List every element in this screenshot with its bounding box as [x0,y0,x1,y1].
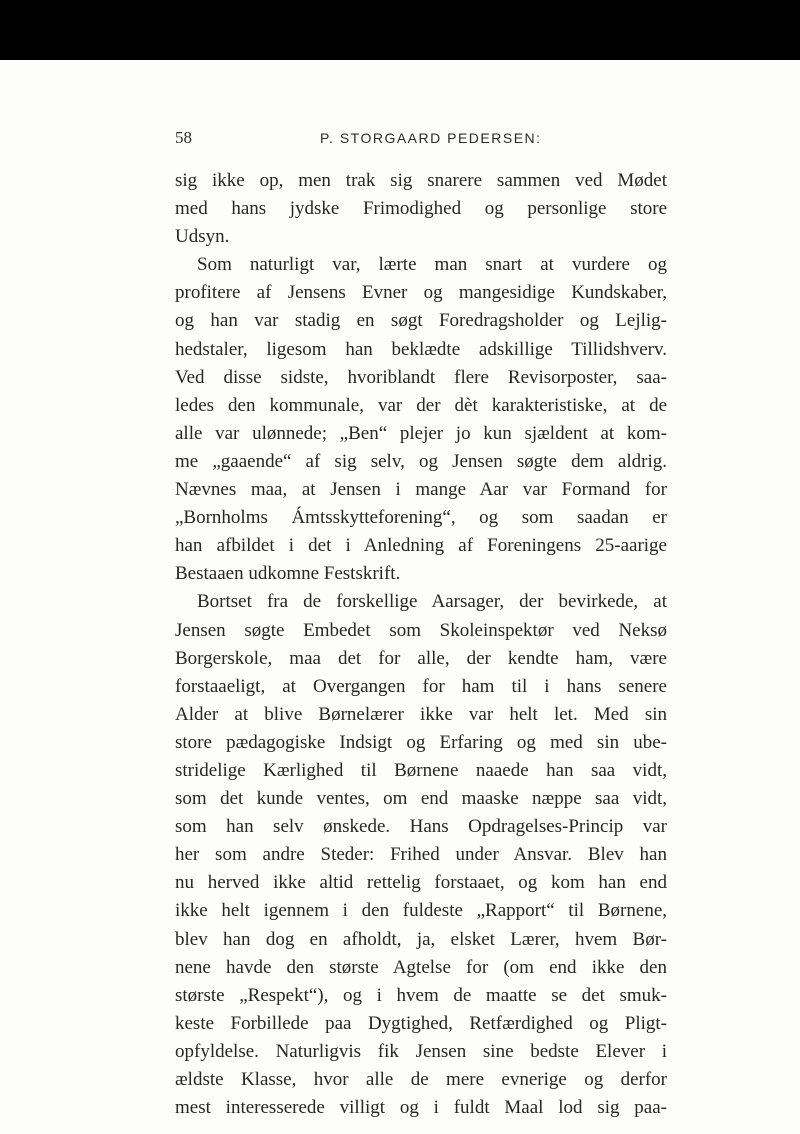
body-text [175,167,667,1122]
page-header [175,128,667,152]
text-line: her som andre Steder: Frihed under Ansvar. Blev han [175,844,667,866]
text-line: Bortset fra de forskellige Aarsager, der bevirkede, at [197,591,667,613]
text-line: ældste Klasse, hvor alle de mere evnerige og derfor [175,1069,667,1090]
text-line: ledes den kommunale, var der dèt karakteristiske, at de [175,394,667,416]
text-line: som det kunde ventes, om end maaske næppe saa vidt, [175,788,667,810]
text-line: opfyldelse. Naturligvis fik Jensen sine bedste Elever i [175,1040,667,1062]
page-number: 58 [175,128,192,147]
text-line: Bestaaen udkomne Festskrift. [175,563,401,585]
text-line: me „gaaende“ af sig selv, og Jensen søgte dem aldrig. [175,450,667,472]
text-line: med hans jydske Frimodighed og personlige store [175,198,667,220]
text-line: han afbildet i det i Anledning af Foreningens 25-aarige [175,535,667,557]
text-line: og han var stadig en søgt Foredragsholder og Lejlig- [175,310,667,332]
text-line: Som naturligt var, lærte man snart at vurdere og [197,254,667,276]
text-line: som han selv ønskede. Hans Opdragelses-Princip var [175,816,667,838]
text-line: sig ikke op, men trak sig snarere sammen ved Mødet [175,170,667,191]
text-line: „Bornholms Ámtsskytteforening“, og som saadan er [175,507,667,529]
text-line: mest interesserede villigt og i fuldt Maal lod sig paa- [175,1097,667,1119]
text-line: Alder at blive Børnelærer ikke var helt let. Med sin [175,703,667,725]
text-line: alle var ulønnede; „Ben“ plejer jo kun sjældent at kom- [175,422,667,444]
text-line: nene havde den største Agtelse for (om end ikke den [175,956,667,978]
text-line: største „Respekt“), og i hvem de maatte se det smuk- [175,984,667,1006]
text-line: profitere af Jensens Evner og mangesidige Kundskaber, [175,282,667,304]
text-line: Borgerskole, maa det for alle, der kendte ham, være [175,647,667,669]
text-line: Jensen søgte Embedet som Skoleinspektør ved Neksø [175,619,667,641]
text-line: forstaaeligt, at Overgangen for ham til i hans senere [175,675,667,697]
text-line: keste Forbillede paa Dygtighed, Retfærdighed og Pligt- [175,1012,667,1034]
text-line: nu herved ikke altid rettelig forstaaet, og kom han end [175,872,667,894]
text-line: store pædagogiske Indsigt og Erfaring og med sin ube- [175,731,667,753]
text-line: hedstaler, ligesom han beklædte adskillige Tillidshverv. [175,338,667,360]
text-line: blev han dog en afholdt, ja, elsket Lærer, hvem Bør- [175,928,667,950]
running-head: P. STORGAARD PEDERSEN: [320,130,542,146]
text-line: ikke helt igennem i den fuldeste „Rapport“ til Børnene, [175,900,667,922]
text-line: Udsyn. [175,226,230,248]
text-line: stridelige Kærlighed til Børnene naaede han saa vidt, [175,759,667,781]
text-line: Nævnes maa, at Jensen i mange Aar var Formand for [175,479,667,501]
text-line: Ved disse sidste, hvoriblandt flere Revisorposter, saa- [175,366,667,388]
top-black-border [0,0,800,60]
